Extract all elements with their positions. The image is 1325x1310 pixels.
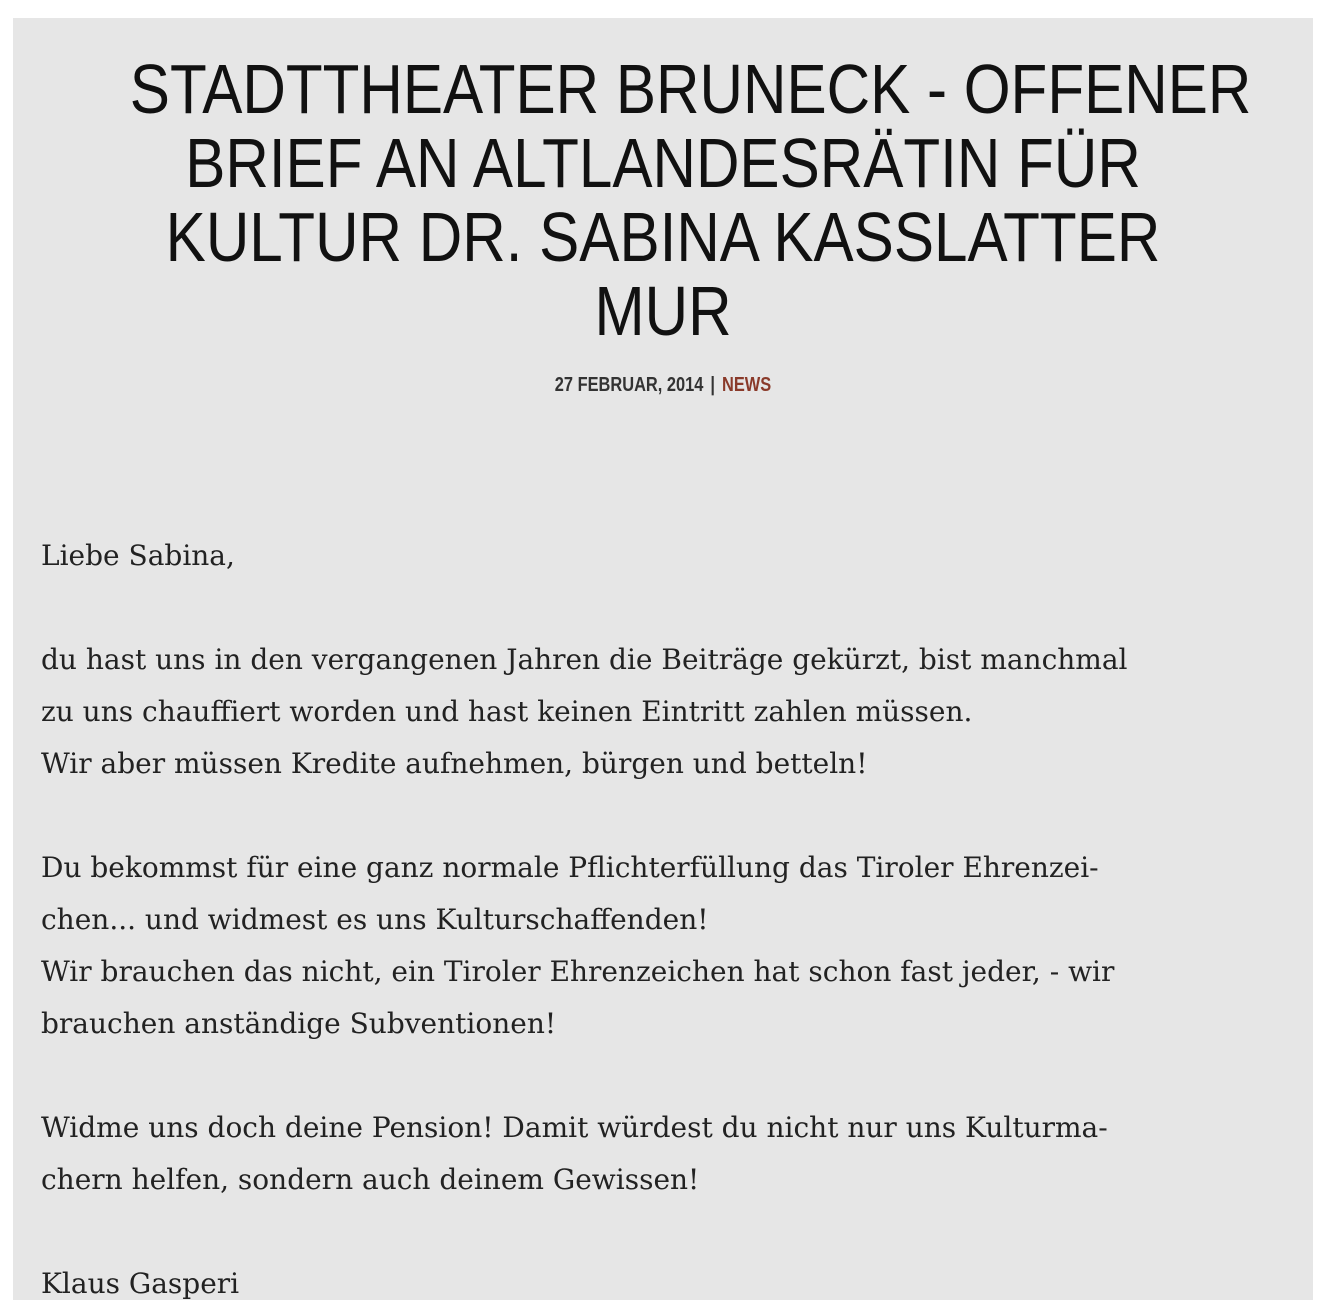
paragraph-line: chen... und widmest es uns Kulturschaffenden! [41,903,709,936]
letter-paragraph [41,1102,1293,1206]
paragraph-line: du hast uns in den vergangenen Jahren die Beiträge gekürzt, bist manchmal [41,643,1128,676]
paragraph-line: Wir brauchen das nicht, ein Tiroler Ehrenzeichen hat schon fast jeder, - wir [41,955,1115,988]
title-line: MUR [594,272,732,350]
meta-separator: | [710,374,715,396]
article-date: 27 FEBRUAR, 2014 [554,374,704,396]
letter-paragraph [41,842,1293,1050]
paragraph-line: Widme uns doch deine Pension! Damit würdest du nicht nur uns Kulturma- [41,1111,1108,1144]
paragraph-line: brauchen anständige Subventionen! [41,1007,557,1040]
category-link[interactable]: NEWS [722,374,772,396]
article-title [129,50,1252,350]
letter-signature: Klaus Gasperi [41,1267,240,1300]
paragraph-line: zu uns chauffiert worden und hast keinen Eintritt zahlen müssen. [41,695,973,728]
paragraph-line: Du bekommst für eine ganz normale Pflichterfüllung das Tiroler Ehrenzei- [41,851,1099,884]
letter-paragraph [41,634,1293,790]
article-panel [13,18,1313,1300]
paragraph-line: chern helfen, sondern auch deinem Gewissen! [41,1163,700,1196]
letter-body [41,530,1293,1300]
title-line: STADTTHEATER BRUNECK - OFFENER [129,50,1252,128]
paragraph-line: Wir aber müssen Kredite aufnehmen, bürgen und betteln! [41,747,868,780]
article-meta [130,374,1196,397]
letter-greeting: Liebe Sabina, [41,539,235,572]
title-line: KULTUR DR. SABINA KASSLATTER [165,198,1161,276]
title-line: BRIEF AN ALTLANDESRÄTIN FÜR [185,124,1141,202]
